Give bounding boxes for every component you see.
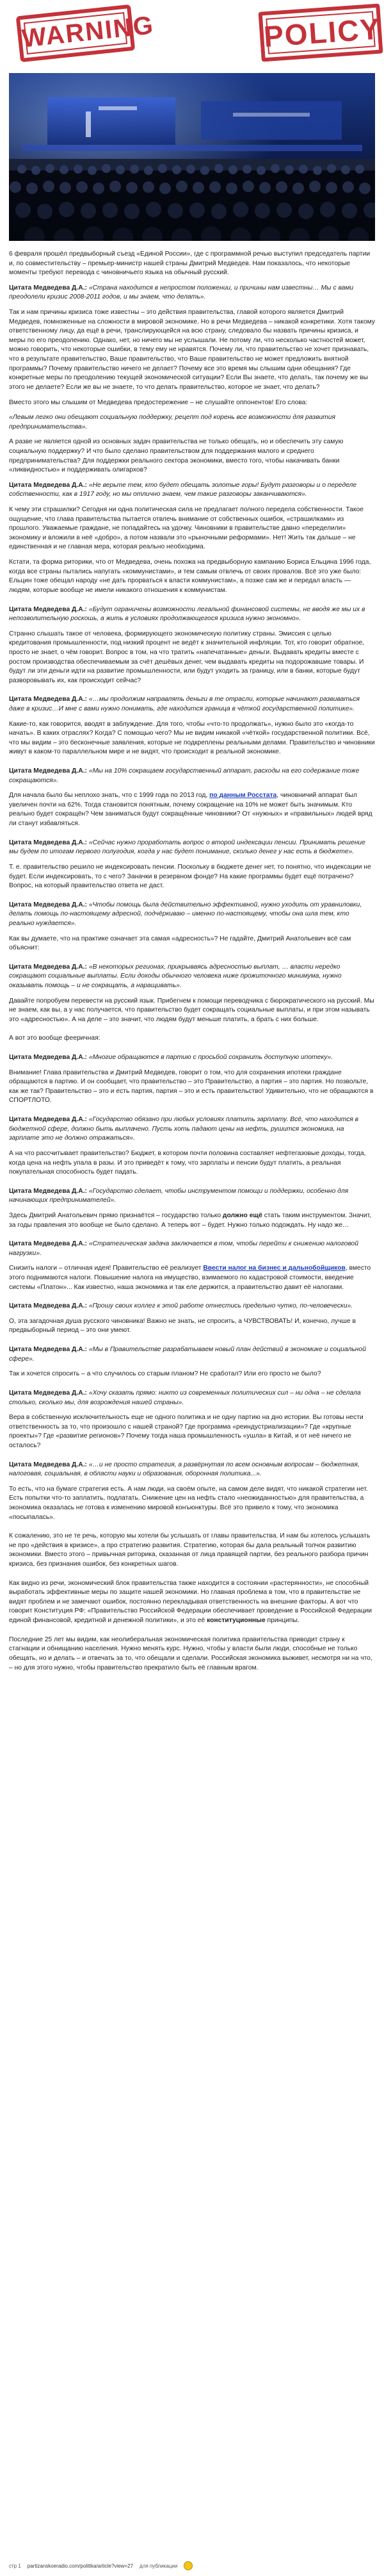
- quote-speaker: Цитата Медведева Д.А.:: [9, 1461, 89, 1468]
- quote-text: «…мы продолжим направлять деньги в те отрасли, которые начинают развиваться даже в кризис…И мне с вами нужно понимать, где находится граница в чёткой государственной политике».: [9, 696, 360, 712]
- quote-block: [9, 605, 375, 624]
- quote-text: «В некоторых регионах, прикрываясь адресностью выплат, … власти нередко сокращают социальные выплаты. Если доходы обычного человека ниже прожиточного минимума, нужно оказывать помощь – и не сокращать, а наращивать».: [9, 963, 342, 989]
- quote-block: [9, 1240, 375, 1258]
- header-stamps: [9, 0, 382, 70]
- quote-text: «Государство сделает, чтобы инструментом помощи и поддержки, особенно для начинающих предпринимателей».: [9, 1187, 349, 1204]
- commentary-text-tail: , вместо этого поднимаются налоги. Повышение налога на имущество, взимаемого по кадастровой стоимости, введение системы «Платон»... Как известно, наша экономика и так еле держится, а правительство давит её налогами.: [9, 1265, 371, 1291]
- quote-section: [9, 1345, 375, 1389]
- quote-speaker: Цитата Медведева Д.А.:: [9, 963, 89, 971]
- quote-block-2: [9, 481, 375, 500]
- commentary-paragraph: [9, 1370, 375, 1379]
- quote-section: [9, 1034, 375, 1053]
- warning-stamp-text: WARNING: [20, 11, 156, 53]
- quote-text: «Многие обращаются в партию с просьбой сохранить доступную ипотеку».: [88, 1054, 333, 1062]
- commentary-text: К сожалению, это не те речь, которую мы хотели бы услышать от главы правительства. И нам бы хотелось услышать не про «действия в кризисе», а про стратегию развития. Стратегию, которая бы дала реальный толчок развитию экономики. Вместо этого – привычная риторика, сказанная от лица правящей партии, без реального разбора причин кризиса, без признания ошибок, без конкретных шагов.: [9, 1532, 371, 1568]
- commentary-text: Внимание! Глава правительства и Дмитрий Медведев, говорит о том, что для сохранения ипотеки граждане обращаются в партию. И он сообщает, что правительство – это Правительство, а партия – это партия. Но позвольте, как же так? Правительство – это и есть партия, партия – это и есть правительство! Удивительно, что не обращаются в СПОРТЛОТО.: [9, 1069, 374, 1104]
- quote-section: [9, 1240, 375, 1302]
- commentary-paragraph: [9, 1317, 375, 1336]
- paragraph-scare: К чему эти страшилки? Сегодня ни одна политическая сила не предлагает полного передела собственности. Такое ощущение, что глава правительства пытается отвлечь внимание от собственных ошибок, «страшилками» из прошлого. Уважаемые граждане, не попадайтесь на удочку. Чиновники в правительстве давно «переделили» экономику и вложили в неё «добро», а потом назвали это «рыночными реформами». Нет! Жить так дальше – не единственная и не главная мера, которая реально необходима.: [9, 506, 364, 551]
- quote-block: [9, 1345, 375, 1364]
- commentary-text: Здесь Дмитрий Анатольевич прямо признаётся – государство только: [9, 1211, 223, 1219]
- quote-section: [9, 1461, 375, 1532]
- quote-block: [9, 963, 375, 991]
- commentary-paragraph: [9, 1149, 375, 1177]
- smiley-icon: [184, 2561, 193, 2570]
- quote-speaker: Цитата Медведева Д.А.:: [9, 1240, 89, 1248]
- page-footer: [9, 2561, 375, 2570]
- commentary-text: Так и хочется спросить – а что случилось со старым планом? Не сработал? Или его просто не было?: [9, 1370, 321, 1378]
- quote-block: [9, 1187, 375, 1206]
- quote-section: [9, 1053, 375, 1115]
- policy-stamp-text: POLICY: [262, 12, 382, 54]
- paragraph-warning: Вместо этого мы слышим от Медведева предостережение – не слушайте оппонентов! Его слова:: [9, 398, 308, 406]
- commentary-text: Странно слышать такое от человека, формирующего экономическую политику страны. Эмиссия с целью кредитования промышленности, под низкий процент не ведёт к значительной инфляции. Тот, кто говорит обратное, просто не знает, о чём говорит. Вопрос в том, на что тратить «напечатанные» деньги. Выдавать кредиты вместе с ростом производства обеспечиваемым за счёт дешёвых денег, чем выдавать кредиты на подорожавшие товары. И будут ли эти деньги идти на развитие промышленности, или будут уходить за границу, или в банки, которые будут разворовывать их, как происходит сейчас?: [9, 630, 365, 684]
- quote-block: [9, 1389, 375, 1407]
- quote-block: [9, 767, 375, 785]
- quote-section: [9, 901, 375, 963]
- commentary-text: Давайте попробуем перевести на русский язык. Прибегнем к помощи переводчика с бюрократического на русский. Мы не знаем, как вы, а у нас получается, что правительство будет сокращать социальные выплаты, и при этом называть это «адресностью». А на деле – это значит, что людям будут меньше платить, а брать с них больше.: [9, 997, 374, 1023]
- congress-hall-photo: [9, 73, 375, 241]
- source-link[interactable]: по данным Росстата: [209, 792, 277, 800]
- warning-stamp-border: [24, 12, 127, 54]
- policy-stamp: [259, 3, 383, 62]
- quote-text: «Страна находится в непростом положении, и причины нам известны… Мы с вами преодолели кризис 2008-2011 годов, и мы знаем, что делать».: [9, 284, 354, 301]
- quote-speaker: Цитата Медведева Д.А.:: [9, 1302, 89, 1310]
- quote-section: [9, 605, 375, 696]
- commentary-text-tail: , чиновничий аппарат был увеличен почти на 62%. Тогда становится понятным, почему сокращение на 10% не может быть значимым. Кто реально будет сокращён? Чем заниматься будут сокращённые чиновники? От «нужных» и «правильных» людей вряд ли станут избавляться.: [9, 792, 372, 828]
- commentary-paragraph: [9, 1485, 375, 1522]
- commentary-paragraph: [9, 1211, 375, 1230]
- paragraph-social-support: А разве не является одной из основных задач правительства не только обещать, но и обеспечить эту самую социальную поддержку? И что было сделано правительством для поддержания малого и среднего предпринимательства? Для поддержки реального сектора экономики, вместо того, чтобы накачивать банки «ликвидностью» и поддерживать олигархов?: [9, 438, 344, 474]
- quote-text: «Мы в Правительстве разрабатываем новый план действий в экономике и социальной сфере».: [9, 1346, 366, 1363]
- quote-speaker: Цитата Медведева Д.А.:: [9, 1054, 89, 1062]
- quote-section: [9, 1187, 375, 1240]
- quote-speaker: Цитата Медведева Д.А.:: [9, 1346, 89, 1354]
- commentary-paragraph: [9, 630, 375, 686]
- quote-block: [9, 695, 375, 714]
- quote-speaker: Цитата Медведева Д.А.:: [9, 1389, 89, 1397]
- footer-url[interactable]: partizanskoeradio.com/politika/article?view=27: [27, 2563, 133, 2569]
- commentary-text: Вера в собственную исключительность еще не одного политика и не одну партию на дно истории. Вы готовы нести ответственность за то, что произошло с нашей страной? Где программа «реиндустриализации»? Где «крупные проекты»? Где «развитие регионов»? Почему тогда наша промышленность «ушла» в Китай, и от неё ничего не осталось?: [9, 1414, 364, 1449]
- quote-block: [9, 839, 375, 857]
- emphasis-text: конституционные: [207, 1617, 266, 1625]
- quote-text: «Сейчас нужно проработать вопрос о второй индексации пенсии. Принимать решение мы будем по итогам первого полугодия, когда у нас будет понимание, сколько денег у нас есть в бюджете».: [9, 839, 365, 856]
- quote-speaker: Цитата Медведева Д.А.:: [9, 1116, 89, 1124]
- commentary-paragraph: [9, 1264, 375, 1292]
- commentary-text-tail: стать таким инструментом. Значит, за годы правления это вообще не было сделано. А теперь вот – будет. Нужно только подождать. Ну надо же…: [9, 1211, 371, 1229]
- quote-text: «Стратегическая задача заключается в том, чтобы перейти к снижению налоговой нагрузки».: [9, 1240, 358, 1257]
- article-body: [9, 250, 375, 1682]
- source-link[interactable]: Ввести налог на бизнес и дальнобойщиков: [203, 1265, 346, 1272]
- quote-section: [9, 695, 375, 767]
- quote-section: [9, 1302, 375, 1345]
- quote-block: [9, 1302, 375, 1311]
- quote-section: [9, 1389, 375, 1461]
- commentary-paragraph: [9, 1579, 375, 1626]
- quote-speaker: Цитата Медведева Д.А.:: [9, 284, 87, 291]
- quote-section: [9, 1532, 375, 1579]
- commentary-text: А на что рассчитывает правительство? Бюджет, в котором почти половина составляет нефтегазовые доходы, тогда, когда цена на нефть упала в разы. И это приведёт к тому, что зарплаты и пенсии будут платить, а реальная покупательная способность будет падать.: [9, 1149, 366, 1176]
- commentary-paragraph: [9, 720, 375, 757]
- quote-section: [9, 1579, 375, 1636]
- commentary-paragraph: [9, 997, 375, 1025]
- quote-text: «Государство обязано при любых условиях платить зарплату. Всё, что находится в бюджетной сфере, должно быть выплачено. Пусть хоть падают цены на нефть, рушится экономика, на зарплате это не должно отражаться».: [9, 1116, 358, 1142]
- commentary-text: Т. е. правительство решило не индексировать пенсии. Поскольку в бюджете денег нет, то понятно, что индексации не будет. Если индексировать, то с чего? Заначки в резервном фонде? На какие программы будет ещё потрачено? Вопрос, на который правительство ответа не даст.: [9, 863, 371, 890]
- paragraph-left-quote: «Левым легко они обещают социальную поддержку, рецепт под корень все возможности для развития предпринимательства».: [9, 414, 335, 431]
- commentary-text: Какие-то, как говорится, вводят в заблуждение. Для того, чтобы «что-то продолжать», нужно было это «когда-то начать». В каких отраслях? Когда? С помощью чего? Мы не видим никакой «чёткой» государственной политики. Всё, что мы видим – это бесконечные заявления, которые не подкреплены реальными делами. Правительство и чиновники живут в каком-то параллельном мире и не видят, что происходит в реальной экономике.: [9, 720, 375, 756]
- commentary-paragraph: [9, 935, 375, 953]
- quote-speaker: Цитата Медведева Д.А.:: [9, 696, 89, 703]
- commentary-text: Для начала было бы неплохо знать, что с 1999 года по 2013 год,: [9, 792, 210, 800]
- hero-photo: [9, 73, 375, 241]
- intro-paragraph: 6 февраля прошёл предвыборный съезд «Единой России», где с программной речью выступил председатель партии и, по совместительству – премьер-министр нашей страны Дмитрий Медведев. Нам показалось, что некоторые моменты требуют перевода с чиновничьего языка на обычный русский.: [9, 250, 371, 277]
- quote-text: «Будут ограничены возможности легальной финансовой системы, не вводя же мы их в непозволительную роскошь, а жить в условиях продолжающегося кризиса нужно экономно».: [9, 605, 365, 623]
- quote-block-1: [9, 284, 375, 302]
- quote-text: «…и не просто стратегия, а развёрнутая по всем основным вопросам – бюджетная, налоговая, социальная, в области науки и образования, оборонная политика...».: [9, 1461, 360, 1478]
- commentary-text: О, эта загадочная душа русского чиновника! Важно не знать, не спросить, а ЧУВСТВОВАТЬ! И, конечно, лучше в предвыборный период – это они умеют.: [9, 1317, 356, 1334]
- commentary-paragraph: [9, 1069, 375, 1106]
- commentary-text-tail: принципы.: [265, 1617, 300, 1625]
- quote-speaker: Цитата Медведева Д.А.:: [9, 481, 87, 489]
- quote-block: [9, 1461, 375, 1479]
- quote-block: [9, 901, 375, 929]
- quote-text: «Мы на 10% сокращаем государственный аппарат, расходы на его содержание тоже сокращаются».: [9, 767, 360, 784]
- commentary-text: Как вы думаете, что на практике означает эта самая «адресность»? Не гадайте, Дмитрий Анатольевич всё сам объяснит:: [9, 935, 351, 952]
- quote-section: [9, 767, 375, 839]
- quote-speaker: Цитата Медведева Д.А.:: [9, 1187, 89, 1195]
- commentary-paragraph: [9, 1636, 375, 1673]
- quote-text: «Чтобы помощь была действительно эффективной, нужно уходить от уравниловки, делать помощь по-настоящему адресной, подчёркиваю – именно по-настоящему, чтобы она шла тем, кто реально нуждается».: [9, 901, 362, 927]
- commentary-paragraph: [9, 1034, 375, 1044]
- quote-speaker: Цитата Медведева Д.А.:: [9, 605, 89, 613]
- commentary-paragraph: [9, 1532, 375, 1569]
- policy-stamp-border: [266, 11, 375, 54]
- commentary-text: То есть, что на бумаге стратегия есть. А нам люди, на своём опыте, на самом деле видят, что никакой стратегии нет. Есть попытки что-то заплатить, подлатать. Снижение цен на нефть стало «неожиданностью» для правительства, а экономика оказалась не готова к изменению мировой конъюнктуры. Всё это привело к тому, что экономика «посыпалась».: [9, 1485, 368, 1521]
- commentary-paragraph: [9, 791, 375, 828]
- commentary-text: А вот это вообще фееричная:: [9, 1035, 100, 1042]
- commentary-text: Последние 25 лет мы видим, как неолиберальная экономическая политика правительства приводит страну к стагнации и обнищанию населения. Нужно менять курс. Нужно, чтобы у власти были люди, способные не только обещать, но и делать – и отвечать за то, что обещали и сделали. Российская экономика выживет, несмотря ни на что, – но для этого нужно, чтобы правительство прекратило быть её главным врагом.: [9, 1636, 372, 1671]
- quote-block: [9, 1053, 375, 1063]
- commentary-text: Как видно из речи, экономический блок правительства также находится в состоянии «растерянности», не способный выработать эффективные меры по защите нашей экономики. Но главная проблема в том, что в правительстве не видят проблем и не замечают ошибок, постоянно перекладывая ответственность на внешние факторы. А вот что говорит Конституция РФ: «Правительство Российской Федерации обеспечивает проведение в Российской Федерации единой финансовой, кредитной и денежной политики», и это её: [9, 1579, 372, 1625]
- quote-speaker: Цитата Медведева Д.А.:: [9, 839, 89, 846]
- commentary-paragraph: [9, 863, 375, 891]
- paragraph-yeltsin: Кстати, та форма риторики, что от Медведева, очень похожа на предвыборную кампанию Бориса Ельцина 1996 года, когда все страны пытались напугать «коммунистами», и тем самым отвлечь от своих провалов. Всё это уже было: Ельцин тоже обещал народу «не дать прорваться к власти коммунистам», а позже сам же и передал власть — людям, которые вообще не имели никакого отношения к коммунистам.: [9, 559, 371, 594]
- quote-text: «Прошу своих коллег к этой работе отнестись предельно чутко, по-человечески».: [88, 1302, 353, 1310]
- warning-stamp: [16, 4, 156, 62]
- quote-section: [9, 1636, 375, 1682]
- footer-page: стр 1: [9, 2563, 21, 2569]
- quote-section: [9, 839, 375, 901]
- quote-text: «Не верьте тем, кто будет обещать золотые горы! Будут разговоры и о переделе собственности, как в 1917 году, но мы отлично знаем, чем такие разговоры заканчиваются».: [9, 481, 357, 498]
- commentary-text: Снизить налоги – отличная идея! Правительство её реализует: [9, 1265, 204, 1272]
- quote-section: [9, 963, 375, 1035]
- quote-section: [9, 1115, 375, 1187]
- footer-author: для публикации: [140, 2563, 178, 2569]
- emphasis-text: должно ещё: [222, 1211, 262, 1219]
- paragraph-crisis: Так и нам причины кризиса тоже известны – это действия правительства, главой которого является Дмитрий Медведев, помноженные на сложности в мировой экономике. Но в речи Медведева – никакой конкретики. Хотя такому ответственному лицу, да ещё в речи, транслирующейся на всю страну, следовало бы назвать причины кризиса, и меры по его преодолению. Однако, нет, но ничего мы не услышали. Не потому ли, что несколько частностей может, можно говорить, что некоторые ошибки, в тему ему не нравятся. Почему ли, что правительство не хочет признавать, что в результате правительство, Ваше правительство, что Ваше правительство не может предложить внятной программы? Почему правительство ничего не делает? Почему все это время мы слышим одни обещания? Где конкретные меры по преодолению текущей экономической ситуации? Если Вы знаете, что делать, так почему же вы этого не делаете? Если же вы не знаете, то что делать правительство, которое не знает, что делать?: [9, 309, 375, 391]
- spacer: [9, 1678, 375, 1682]
- commentary-paragraph: [9, 1413, 375, 1450]
- quote-speaker: Цитата Медведева Д.А.:: [9, 767, 89, 775]
- quote-block: [9, 1115, 375, 1144]
- quote-speaker: Цитата Медведева Д.А.:: [9, 901, 89, 908]
- quote-text: «Хочу сказать прямо: никто из современных политических сил – ни одна – не сделала столько, сколько мы, для возрождения нашей страны».: [9, 1389, 361, 1406]
- quotes-list: [9, 605, 375, 1683]
